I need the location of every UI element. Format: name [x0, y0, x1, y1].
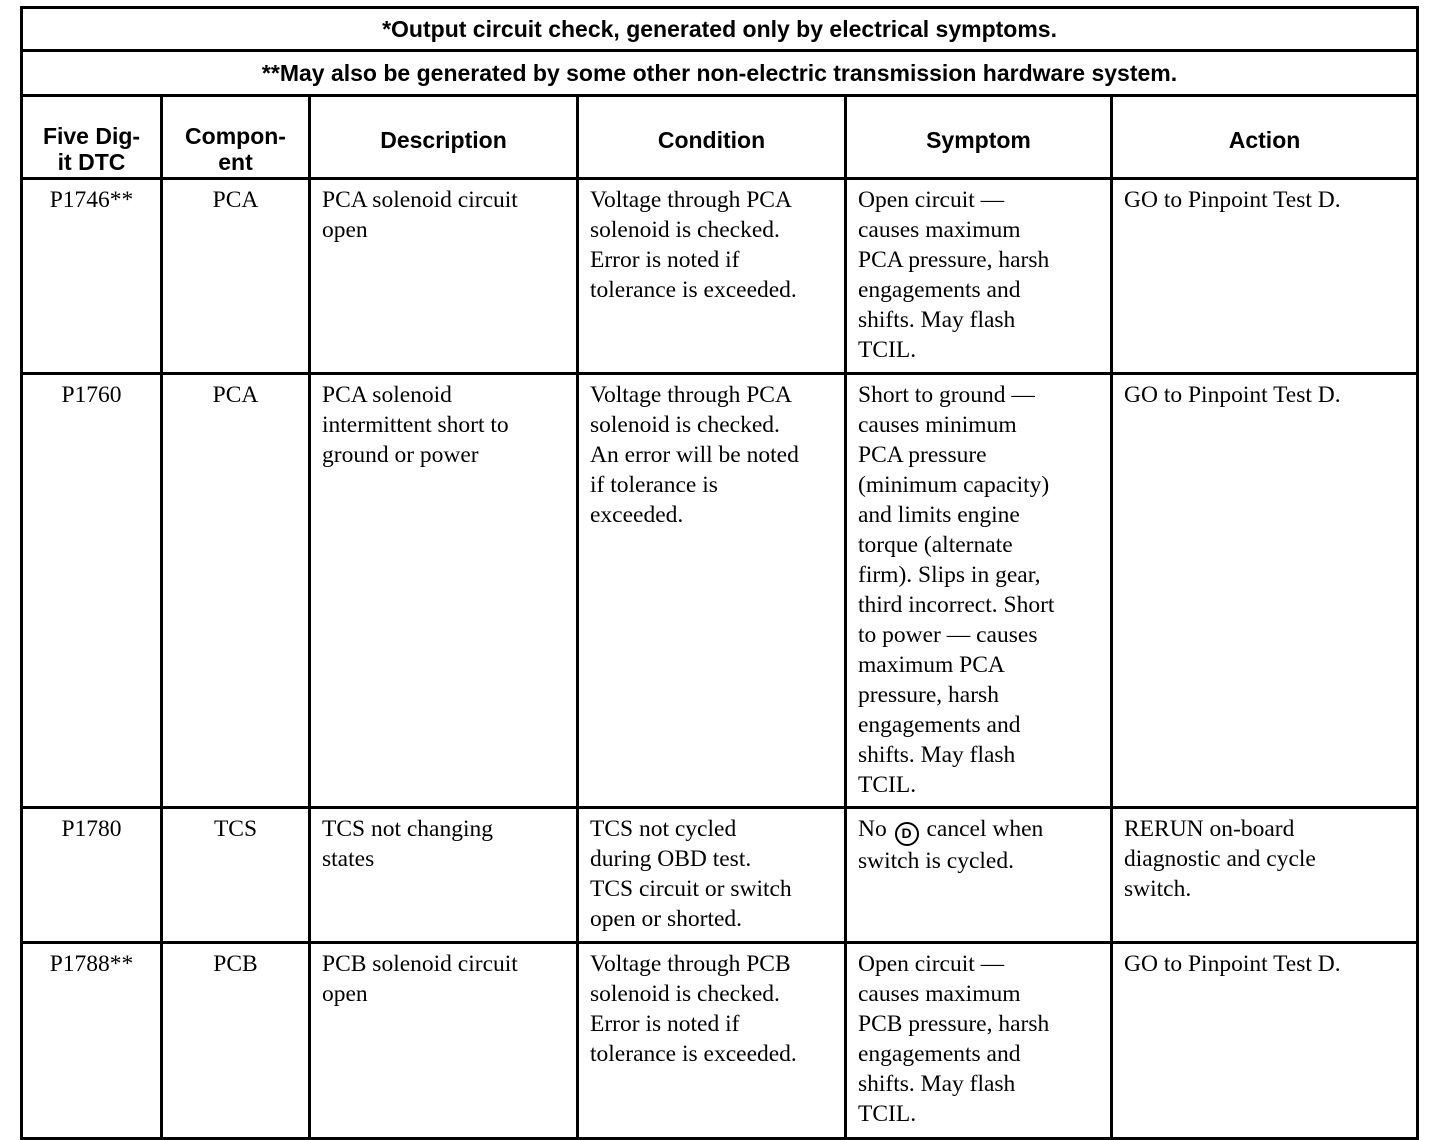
component-cell: PCA	[162, 374, 310, 808]
action-line: switch.	[1124, 876, 1192, 902]
symptom-line: (minimum capacity)	[858, 472, 1050, 498]
symptom-line: third incorrect. Short	[858, 592, 1055, 618]
condition-line: tolerance is exceeded.	[590, 1041, 797, 1067]
condition-line: solenoid is checked.	[590, 981, 780, 1007]
description-line: open	[322, 217, 368, 243]
symptom-line: Short to ground —	[858, 382, 1035, 408]
action-cell	[1112, 943, 1418, 1139]
symptom-line: TCIL.	[858, 772, 917, 798]
action-cell	[1112, 179, 1418, 374]
symptom-line: pressure, harsh	[858, 682, 999, 708]
dtc-cell: P1788**	[22, 943, 162, 1139]
header-action: Action	[1112, 96, 1418, 179]
symptom-line: firm). Slips in gear,	[858, 562, 1041, 588]
condition-line: during OBD test.	[590, 846, 752, 872]
symptom-line: Open circuit —	[858, 187, 1005, 213]
table-row	[22, 808, 1418, 943]
condition-cell	[578, 943, 846, 1139]
symptom-line: torque (alternate	[858, 532, 1013, 558]
condition-cell	[578, 808, 846, 943]
action-cell	[1112, 374, 1418, 808]
symptom-line: shifts. May flash	[858, 742, 1016, 768]
symptom-line: and limits engine	[858, 502, 1020, 528]
action-line: GO to Pinpoint Test D.	[1124, 951, 1341, 977]
description-line: PCB solenoid circuit	[322, 951, 518, 977]
action-line: GO to Pinpoint Test D.	[1124, 382, 1341, 408]
description-cell	[310, 943, 578, 1139]
action-line: RERUN on-board	[1124, 816, 1295, 842]
description-line: states	[322, 846, 375, 872]
component-cell: PCA	[162, 179, 310, 374]
symptom-line: Open circuit —	[858, 951, 1005, 977]
condition-line: TCS not cycled	[590, 816, 737, 842]
condition-line: Voltage through PCA	[590, 187, 792, 213]
header-dtc-line1: Five Dig-	[42, 123, 141, 149]
header-dtc	[22, 96, 162, 179]
condition-line: tolerance is exceeded.	[590, 277, 797, 303]
symptom-line: TCIL.	[858, 337, 917, 363]
symptom-line: PCA pressure	[858, 442, 987, 468]
action-line: diagnostic and cycle	[1124, 846, 1316, 872]
symptom-line: switch is cycled.	[858, 848, 1014, 874]
symptom-line: causes maximum	[858, 217, 1021, 243]
description-line: TCS not changing	[322, 816, 494, 842]
table-row	[22, 179, 1418, 374]
symptom-line: causes minimum	[858, 412, 1017, 438]
description-cell	[310, 179, 578, 374]
header-symptom: Symptom	[846, 96, 1112, 179]
symptom-line	[858, 814, 1100, 846]
symptom-text: cancel when	[926, 816, 1044, 842]
symptom-cell	[846, 808, 1112, 943]
dtc-cell: P1760	[22, 374, 162, 808]
symptom-cell	[846, 943, 1112, 1139]
tcs-indicator-icon: D	[895, 822, 919, 846]
dtc-table	[20, 6, 1419, 1140]
note-output-circuit: *Output circuit check, generated only by electrical symptoms.	[22, 8, 1418, 51]
condition-line: if tolerance is	[590, 472, 718, 498]
description-cell	[310, 374, 578, 808]
condition-line: An error will be noted	[590, 442, 799, 468]
symptom-text: No	[858, 816, 887, 842]
condition-line: Voltage through PCB	[590, 951, 791, 977]
note-non-electric: **May also be generated by some other non-electric transmission hardware system.	[22, 51, 1418, 96]
condition-line: open or shorted.	[590, 906, 743, 932]
description-cell	[310, 808, 578, 943]
header-component	[162, 96, 310, 179]
condition-cell	[578, 179, 846, 374]
condition-cell	[578, 374, 846, 808]
symptom-line: PCA pressure, harsh	[858, 247, 1050, 273]
symptom-line: engagements and	[858, 1041, 1021, 1067]
symptom-line: to power — causes	[858, 622, 1038, 648]
symptom-cell	[846, 374, 1112, 808]
header-description: Description	[310, 96, 578, 179]
description-line: ground or power	[322, 442, 479, 468]
header-component-line1: Compon-	[185, 123, 286, 149]
component-cell: PCB	[162, 943, 310, 1139]
symptom-line: maximum PCA	[858, 652, 1005, 678]
header-row	[22, 96, 1418, 179]
header-dtc-line2: it DTC	[57, 149, 126, 175]
condition-line: solenoid is checked.	[590, 217, 780, 243]
symptom-line: shifts. May flash	[858, 1071, 1016, 1097]
condition-line: Voltage through PCA	[590, 382, 792, 408]
description-line: PCA solenoid circuit	[322, 187, 518, 213]
symptom-cell	[846, 179, 1112, 374]
description-line: intermittent short to	[322, 412, 509, 438]
symptom-line: engagements and	[858, 277, 1021, 303]
description-line: PCA solenoid	[322, 382, 452, 408]
symptom-line: causes maximum	[858, 981, 1021, 1007]
symptom-line: TCIL.	[858, 1101, 917, 1127]
condition-line: TCS circuit or switch	[590, 876, 792, 902]
dtc-cell: P1746**	[22, 179, 162, 374]
action-cell	[1112, 808, 1418, 943]
action-line: GO to Pinpoint Test D.	[1124, 187, 1341, 213]
header-condition: Condition	[578, 96, 846, 179]
condition-line: Error is noted if	[590, 1011, 740, 1037]
dtc-cell: P1780	[22, 808, 162, 943]
symptom-line: shifts. May flash	[858, 307, 1016, 333]
condition-line: exceeded.	[590, 502, 684, 528]
condition-line: Error is noted if	[590, 247, 740, 273]
header-component-line2: ent	[218, 149, 253, 175]
table-row	[22, 943, 1418, 1139]
condition-line: solenoid is checked.	[590, 412, 780, 438]
component-cell: TCS	[162, 808, 310, 943]
description-line: open	[322, 981, 368, 1007]
symptom-line: PCB pressure, harsh	[858, 1011, 1050, 1037]
table-row	[22, 374, 1418, 808]
symptom-line: engagements and	[858, 712, 1021, 738]
